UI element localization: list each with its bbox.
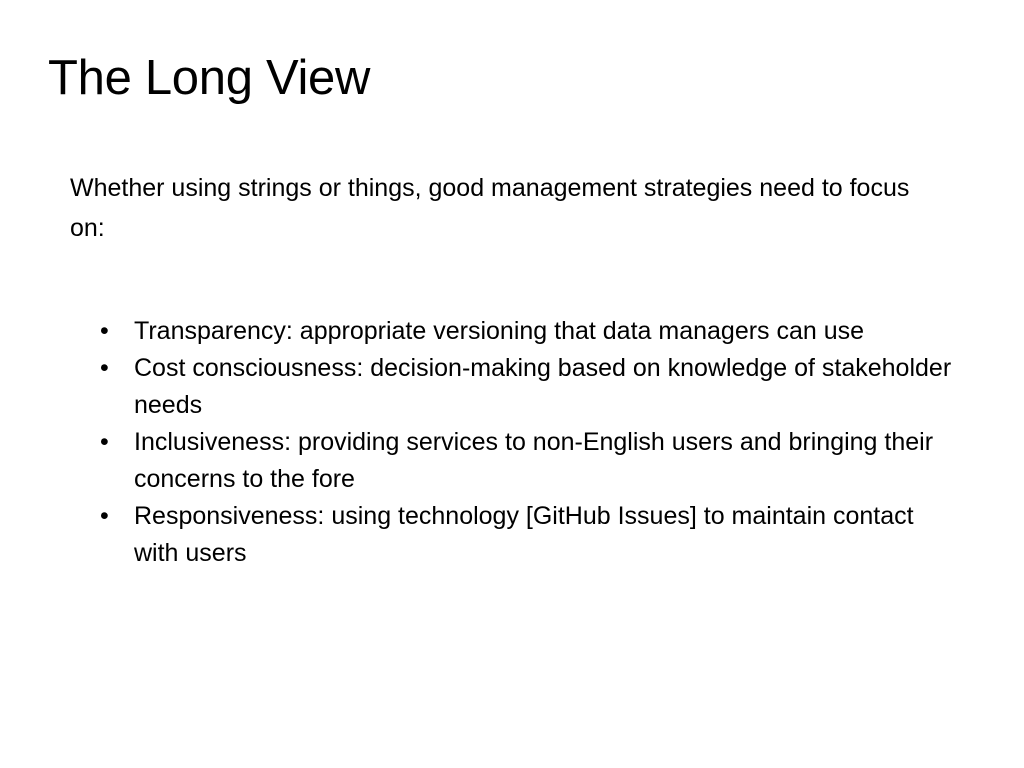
- intro-text: Whether using strings or things, good management strategies need to focus on:: [70, 174, 910, 242]
- bullet-item-transparency: [100, 313, 960, 350]
- bullet-text: Transparency: appropriate versioning that data managers can use: [134, 317, 865, 345]
- bullet-text: Responsiveness: using technology [GitHub Issues] to maintain contact with users: [134, 502, 914, 567]
- slide-title: The Long View: [48, 51, 371, 105]
- bullet-text: Inclusiveness: providing services to non-English users and bringing their concerns to the fore: [134, 428, 934, 493]
- bullet-item-inclusiveness: [100, 424, 960, 498]
- bullet-list: [100, 313, 960, 572]
- bullet-text: Cost consciousness: decision-making based on knowledge of stakeholder needs: [134, 354, 952, 419]
- bullet-marker: •: [100, 428, 109, 456]
- bullet-marker: •: [100, 354, 109, 382]
- bullet-item-responsiveness: [100, 498, 960, 572]
- bullet-marker: •: [100, 502, 109, 530]
- bullet-item-cost-consciousness: [100, 350, 960, 424]
- bullet-marker: •: [100, 317, 109, 345]
